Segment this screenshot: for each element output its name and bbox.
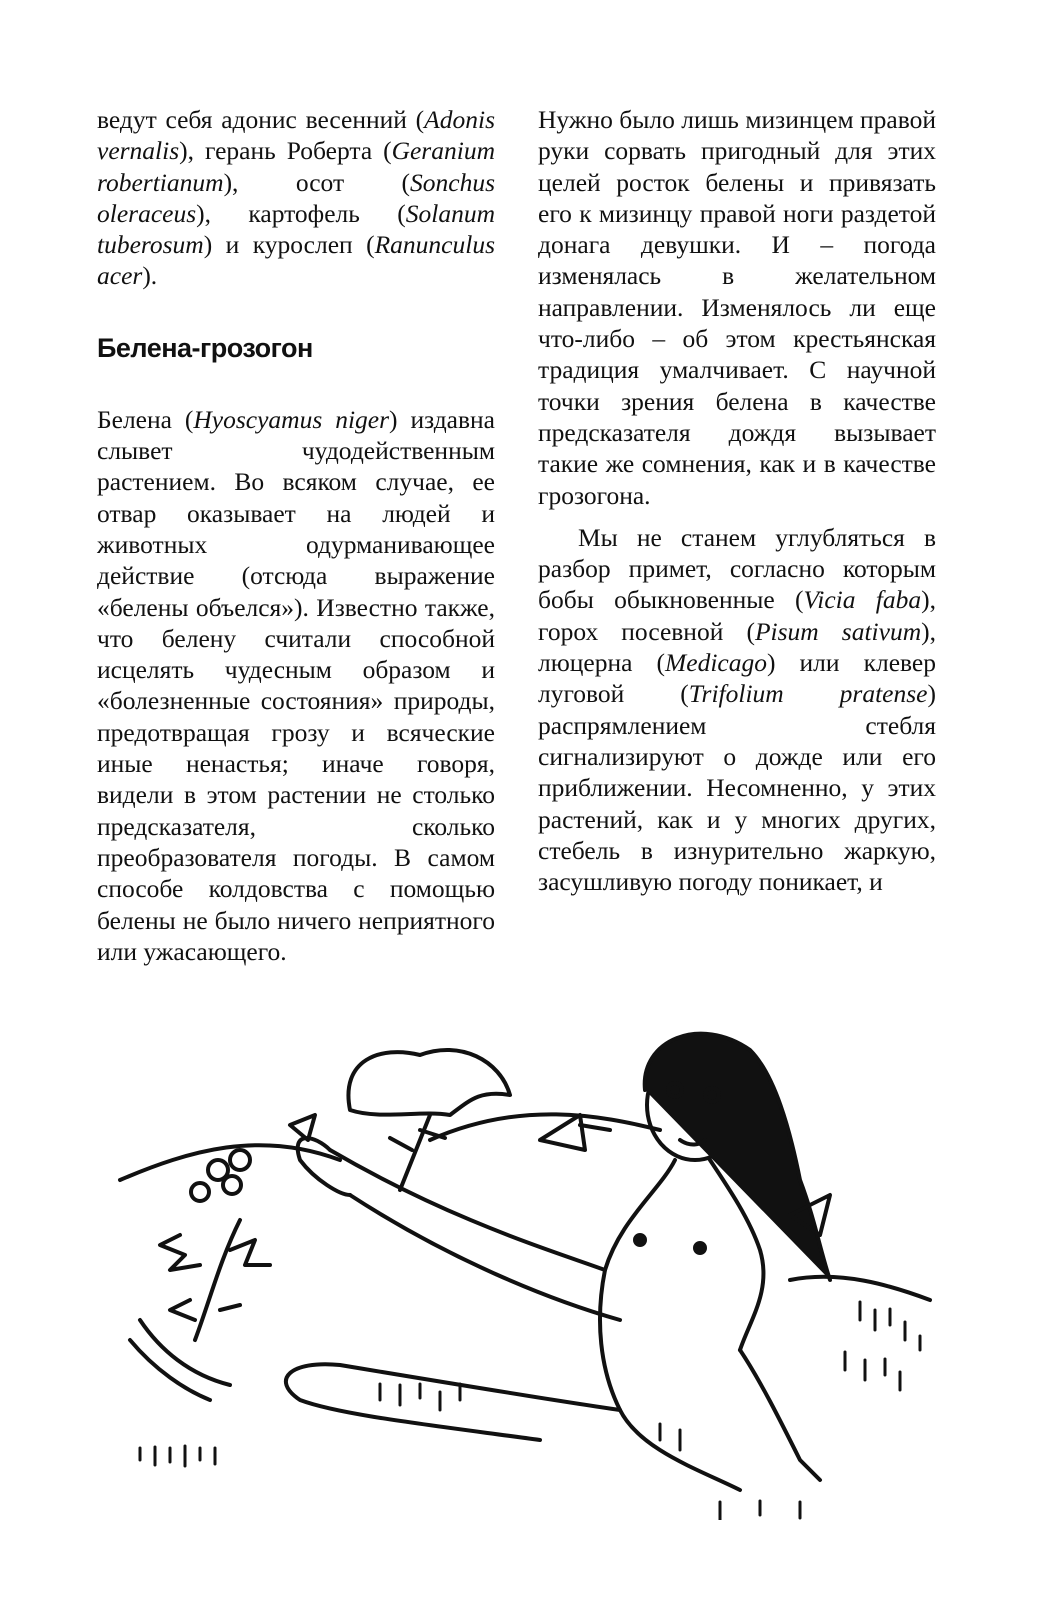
hill-right-line xyxy=(790,1277,930,1300)
latin-name: Trifolium pratense xyxy=(688,679,928,709)
latin-name: Sonchus oleraceus xyxy=(97,167,495,228)
girl-arm xyxy=(740,1350,820,1480)
text-run: ), люцерна ( xyxy=(538,616,937,678)
girl-leg-raised-bottom xyxy=(350,1195,620,1320)
motion-line-2 xyxy=(130,1340,210,1400)
paragraph-plants-list xyxy=(97,104,495,292)
paragraph-ritual xyxy=(538,104,936,511)
latin-name: Solanum tuberosum xyxy=(97,198,495,260)
girl-foot-raised xyxy=(298,1138,350,1195)
text-run: ), герань Роберта ( xyxy=(179,136,392,166)
paragraph-weather-signs xyxy=(538,522,936,898)
latin-name: Adonis vernalis xyxy=(97,105,495,166)
text-run: ). xyxy=(142,261,158,291)
text-run: Мы не станем углубляться в разбор примет, согласно которым бобы обыкновенные ( xyxy=(538,522,936,615)
text-run: Белена ( xyxy=(97,404,194,434)
girl-hair xyxy=(645,1034,830,1280)
girl-leg-lower xyxy=(286,1364,620,1440)
plant-flower-4 xyxy=(191,1183,209,1201)
latin-name: Ranunculus acer xyxy=(97,230,495,291)
girl-eye-right xyxy=(705,1088,719,1102)
latin-name: Geranium robertianum xyxy=(97,136,495,197)
text-run: ), осот ( xyxy=(223,167,410,197)
plant-flower-3 xyxy=(223,1176,241,1194)
latin-name: Hyoscyamus niger xyxy=(193,404,390,434)
text-run: ), горох посевной ( xyxy=(538,585,936,646)
text-run: ) распрямлением стебля сигнализируют о дожде или его приближении. Несомненно, у этих растений, как и у многих других, стебель в изнурительно жаркую, засушливую погоду поникает, и xyxy=(538,679,936,897)
plant-stem xyxy=(195,1220,240,1340)
paragraph-henbane-intro xyxy=(97,404,495,967)
illustration-drawing xyxy=(100,1020,960,1520)
hair-bow-left xyxy=(540,1115,610,1150)
right-column xyxy=(538,104,936,897)
girl-mouth xyxy=(680,1140,705,1145)
girl-body-left xyxy=(600,1160,740,1490)
girl-eye-left xyxy=(668,1083,682,1097)
text-run: ) издавна слывет чудодейственным растением. Во всяком случае, ее отвар оказывает на людей и животных одурманивающее действие (отсюда выражение «белены объелся»). Известно также, что белену считали способной исцелять чудесным образом и «болезненные состояния» природы, предотвращая грозу и всяческие иные ненастья; иначе говоря, видели в этом растении не столько предсказателя, сколько преобразователя погоды. В самом способе колдовства с помощью белены не было ничего неприятного или ужасающего. xyxy=(97,404,495,966)
text-run: ) или клевер луговой ( xyxy=(538,648,936,709)
latin-name: Pisum sativum xyxy=(754,616,922,646)
plant-sprig xyxy=(290,1115,315,1140)
text-run: ), картофель ( xyxy=(196,198,406,228)
shoot-crown xyxy=(348,1050,510,1115)
left-column xyxy=(97,104,495,967)
text-run: ведут себя адонис весенний ( xyxy=(97,105,425,134)
motion-line-1 xyxy=(140,1320,230,1385)
text-run: Нужно было лишь мизинцем правой руки сорвать пригодный для этих целей росток белены и привязать его к мизинцу правой ноги раздетой донага девушки. И – погода изменялась в желательном направлении. Изменялось ли еще что-либо – об этом крестьянская традиция умалчивает. С научной точки зрения белена в качестве предсказателя дождя вызывает такие же сомнения, как и в качестве грозогона. xyxy=(538,105,936,510)
girl-chest-dot-1 xyxy=(635,1235,645,1245)
latin-name: Vicia faba xyxy=(803,585,922,615)
section-heading: Белена-грозогон xyxy=(97,332,313,363)
shoot-stem xyxy=(390,1115,445,1190)
text-run: ) и курослеп ( xyxy=(203,230,375,260)
plant-flower-2 xyxy=(230,1150,250,1170)
illustration-girl-with-henbane xyxy=(100,1020,960,1520)
latin-name: Medicago xyxy=(665,648,767,678)
girl-chest-dot-2 xyxy=(695,1243,705,1253)
grass-strokes xyxy=(140,1302,920,1520)
